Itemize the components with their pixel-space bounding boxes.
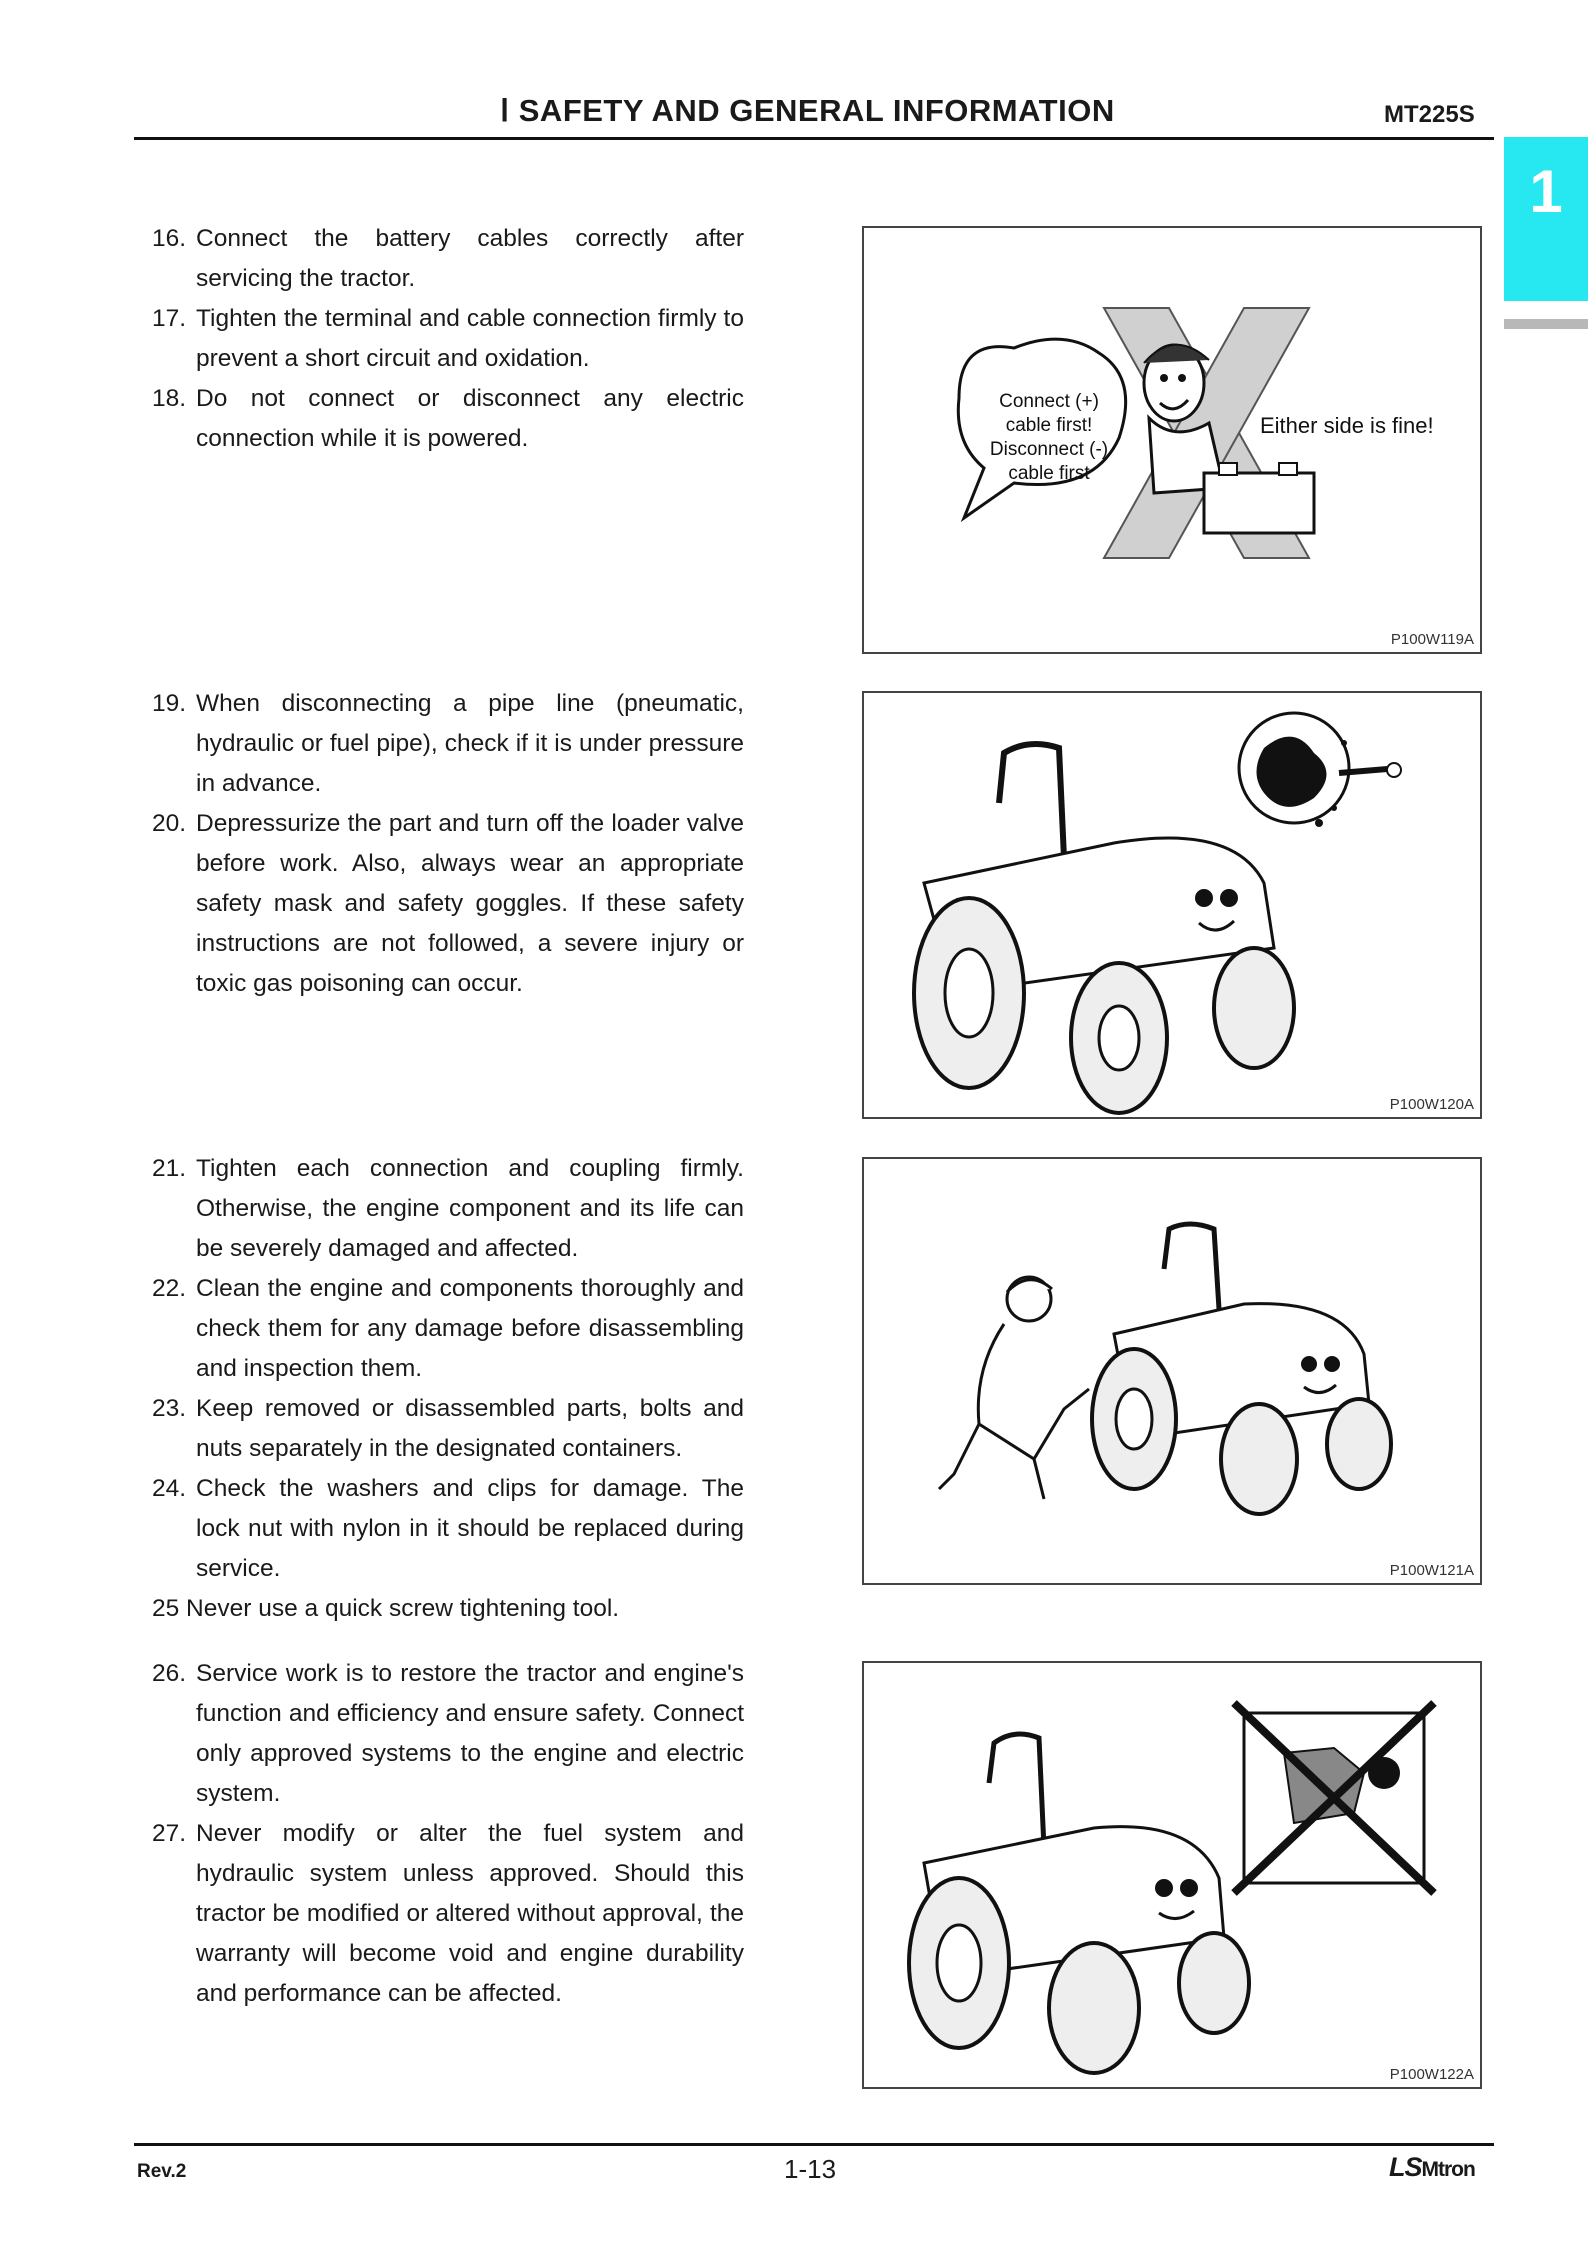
item-number: 22. <box>152 1275 187 1302</box>
item-text: Depressurize the part and turn off the loader valve before work. Also, always wear an appropriate safety mask and safety goggles. If these safety instructions are not followed, a severe injury or toxic gas poisoning can occur. <box>196 810 744 997</box>
figure-mechanic-tractor <box>862 1157 1482 1585</box>
logo-sub: Mtron <box>1421 2158 1475 2181</box>
item-text: When disconnecting a pipe line (pneumatic, hydraulic or fuel pipe), check if it is under pressure in advance. <box>196 690 744 797</box>
section-title: Ⅰ SAFETY AND GENERAL INFORMATION <box>500 93 1115 128</box>
instruction-item <box>152 1149 744 1269</box>
chapter-tab: 1 <box>1504 137 1588 301</box>
instruction-item <box>152 1389 744 1469</box>
instruction-item <box>152 219 744 299</box>
item-number: 27. <box>152 1820 187 1847</box>
item-text: 25 Never use a quick screw tightening tool. <box>152 1595 620 1622</box>
chapter-tab-rule <box>1504 319 1588 329</box>
item-text: Clean the engine and components thoroughly and check them for any damage before disassembling and inspection them. <box>196 1275 744 1382</box>
instruction-item <box>152 684 744 804</box>
logo-main: LS <box>1389 2152 1422 2182</box>
item-number: 18. <box>152 385 187 412</box>
either-side-text: Either side is fine! <box>1260 413 1434 438</box>
item-number: 17. <box>152 305 187 332</box>
figure-battery-cables <box>862 226 1482 654</box>
footer-rule <box>134 2143 1494 2146</box>
figure-pipe-pressure <box>862 691 1482 1119</box>
item-number: 20. <box>152 810 187 837</box>
speech-bubble-text <box>969 390 1129 486</box>
bubble-line: cable first! <box>1005 415 1093 436</box>
item-number: 21. <box>152 1155 187 1182</box>
item-text: Never modify or alter the fuel system and hydraulic system unless approved. Should this tractor be modified or altered without approval, the warranty will become void and engine durability and performance can be affected. <box>196 1820 744 2007</box>
battery-illustration <box>864 228 1480 652</box>
instruction-item <box>152 379 744 459</box>
tractor-prohibited-illustration <box>864 1663 1480 2087</box>
item-number: 26. <box>152 1660 187 1687</box>
instruction-item <box>152 1589 744 1629</box>
bubble-line: cable first <box>1008 463 1090 484</box>
bubble-line: Disconnect (-) <box>989 439 1109 460</box>
instruction-item <box>152 1814 744 2014</box>
figure-code: P100W120A <box>1389 1096 1474 1113</box>
figure-no-modification <box>862 1661 1482 2089</box>
model-number: MT225S <box>1384 101 1475 128</box>
item-text: Tighten the terminal and cable connection firmly to prevent a short circuit and oxidation. <box>196 305 744 372</box>
item-number: 24. <box>152 1475 187 1502</box>
instruction-item <box>152 1269 744 1389</box>
bubble-line: Connect (+) <box>999 391 1099 412</box>
figure-code: P100W121A <box>1389 1562 1474 1579</box>
item-number: 23. <box>152 1395 187 1422</box>
item-text: Service work is to restore the tractor and engine's function and efficiency and ensure safety. Connect only approved systems to the engine and electric system. <box>196 1660 744 1807</box>
item-text: Do not connect or disconnect any electric connection while it is powered. <box>196 385 744 452</box>
figure-code: P100W122A <box>1389 2066 1474 2083</box>
instruction-item <box>152 804 744 1004</box>
instruction-item <box>152 1469 744 1589</box>
instruction-item <box>152 299 744 379</box>
item-text: Tighten each connection and coupling firmly. Otherwise, the engine component and its life can be severely damaged and affected. <box>196 1155 744 1262</box>
page-number: 1-13 <box>784 2154 837 2184</box>
item-number: 16. <box>152 225 187 252</box>
item-number: 19. <box>152 690 187 717</box>
instruction-item <box>152 1654 744 1814</box>
tractor-illustration <box>864 693 1480 1117</box>
company-logo <box>1389 2152 1475 2183</box>
item-text: Check the washers and clips for damage. The lock nut with nylon in it should be replaced during service. <box>196 1475 744 1582</box>
mechanic-tractor-illustration <box>864 1159 1480 1583</box>
revision-label: Rev.2 <box>137 2161 187 2182</box>
item-text: Connect the battery cables correctly after servicing the tractor. <box>196 225 744 292</box>
item-text: Keep removed or disassembled parts, bolts and nuts separately in the designated containers. <box>196 1395 744 1462</box>
header-rule <box>134 137 1494 140</box>
figure-code: P100W119A <box>1390 631 1474 648</box>
